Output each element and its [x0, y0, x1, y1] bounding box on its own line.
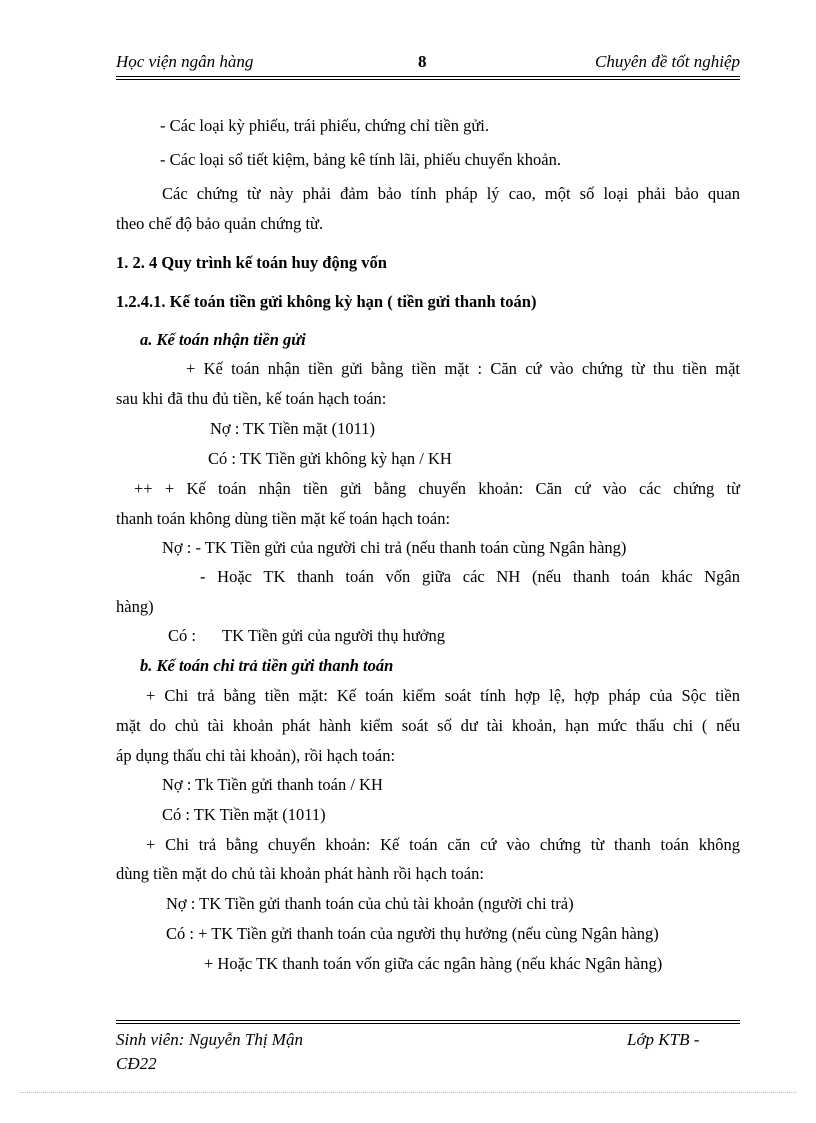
footer-class: Lớp KTB - — [627, 1030, 700, 1049]
body-line: + Chi trả bằng chuyển khoản: Kế toán căn cứ vào chứng từ thanh toán không — [146, 835, 740, 854]
body-line: + Chi trả bằng tiền mặt: Kế toán kiểm soát tính hợp lệ, hợp pháp của Sộc tiền — [146, 686, 740, 705]
header-rule-double — [116, 79, 740, 80]
entry-credit: TK Tiền gửi của người thụ hưởng — [222, 626, 446, 645]
page-header — [116, 52, 740, 76]
body-line: Các chứng từ này phải đảm bảo tính pháp lý cao, một số loại phải bảo quan — [162, 184, 740, 203]
body-line: - Các loại kỳ phiếu, trái phiếu, chứng chỉ tiền gửi. — [160, 116, 490, 135]
entry-credit: Có : TK Tiền gửi không kỳ hạn / KH — [208, 449, 452, 468]
header-report-type: Chuyên đề tốt nghiệp — [595, 52, 740, 71]
body-line: dùng tiền mặt do chủ tài khoản phát hành rồi hạch toán: — [116, 864, 484, 883]
body-line: áp dụng thấu chi tài khoản), rồi hạch toán: — [116, 746, 396, 765]
body-line: sau khi đã thu đủ tiền, kế toán hạch toán: — [116, 389, 387, 408]
body-line: hàng) — [116, 597, 154, 616]
entry-credit-label: Có : — [168, 626, 196, 645]
item-heading-b: b. Kế toán chi trả tiền gửi thanh toán — [140, 656, 394, 675]
header-institution: Học viện ngân hàng — [116, 52, 254, 71]
section-heading: 1. 2. 4 Quy trình kế toán huy động vốn — [116, 253, 387, 272]
header-page-number: 8 — [418, 52, 427, 71]
subsection-heading: 1.2.4.1. Kế toán tiền gửi không kỳ hạn ( tiền gửi thanh toán) — [116, 292, 537, 311]
footer-student: Sinh viên: Nguyễn Thị Mận — [116, 1030, 303, 1049]
entry-debit: Nợ : - TK Tiền gửi của người chi trả (nếu thanh toán cùng Ngân hàng) — [162, 538, 627, 557]
page-edge-divider — [20, 1092, 796, 1093]
body-line: ++ + Kế toán nhận tiền gửi bằng chuyển khoản: Căn cứ vào các chứng từ — [134, 479, 740, 498]
footer-rule-double — [116, 1023, 740, 1024]
entry-debit: Nợ : Tk Tiền gửi thanh toán / KH — [162, 775, 383, 794]
body-line: thanh toán không dùng tiền mặt kế toán hạch toán: — [116, 509, 451, 528]
entry-credit: Có : + TK Tiền gửi thanh toán của người thụ hưởng (nếu cùng Ngân hàng) — [166, 924, 659, 943]
entry-debit: Nợ : TK Tiền gửi thanh toán của chủ tài khoản (người chi trả) — [166, 894, 574, 913]
header-rule — [116, 76, 740, 77]
body-line: - Các loại sổ tiết kiệm, bảng kê tính lãi, phiếu chuyển khoản. — [160, 150, 561, 169]
entry-debit: Nợ : TK Tiền mặt (1011) — [210, 419, 376, 438]
body-line: + Kế toán nhận tiền gửi bằng tiền mặt : Căn cứ vào chứng từ thu tiền mặt — [186, 359, 740, 378]
footer-class-code: CĐ22 — [116, 1054, 157, 1073]
body-line: mặt do chủ tài khoản phát hành kiểm soát số dư tài khoản, hạn mức thấu chi ( nếu — [116, 716, 740, 735]
entry-alternative: - Hoặc TK thanh toán vốn giữa các NH (nếu thanh toán khác Ngân — [200, 567, 740, 586]
item-heading-a: a. Kế toán nhận tiền gửi — [140, 330, 306, 349]
entry-credit: Có : TK Tiền mặt (1011) — [162, 805, 326, 824]
footer-rule — [116, 1020, 740, 1021]
entry-alternative: + Hoặc TK thanh toán vốn giữa các ngân hàng (nếu khác Ngân hàng) — [204, 954, 663, 973]
body-line: theo chế độ bảo quản chứng từ. — [116, 214, 324, 233]
